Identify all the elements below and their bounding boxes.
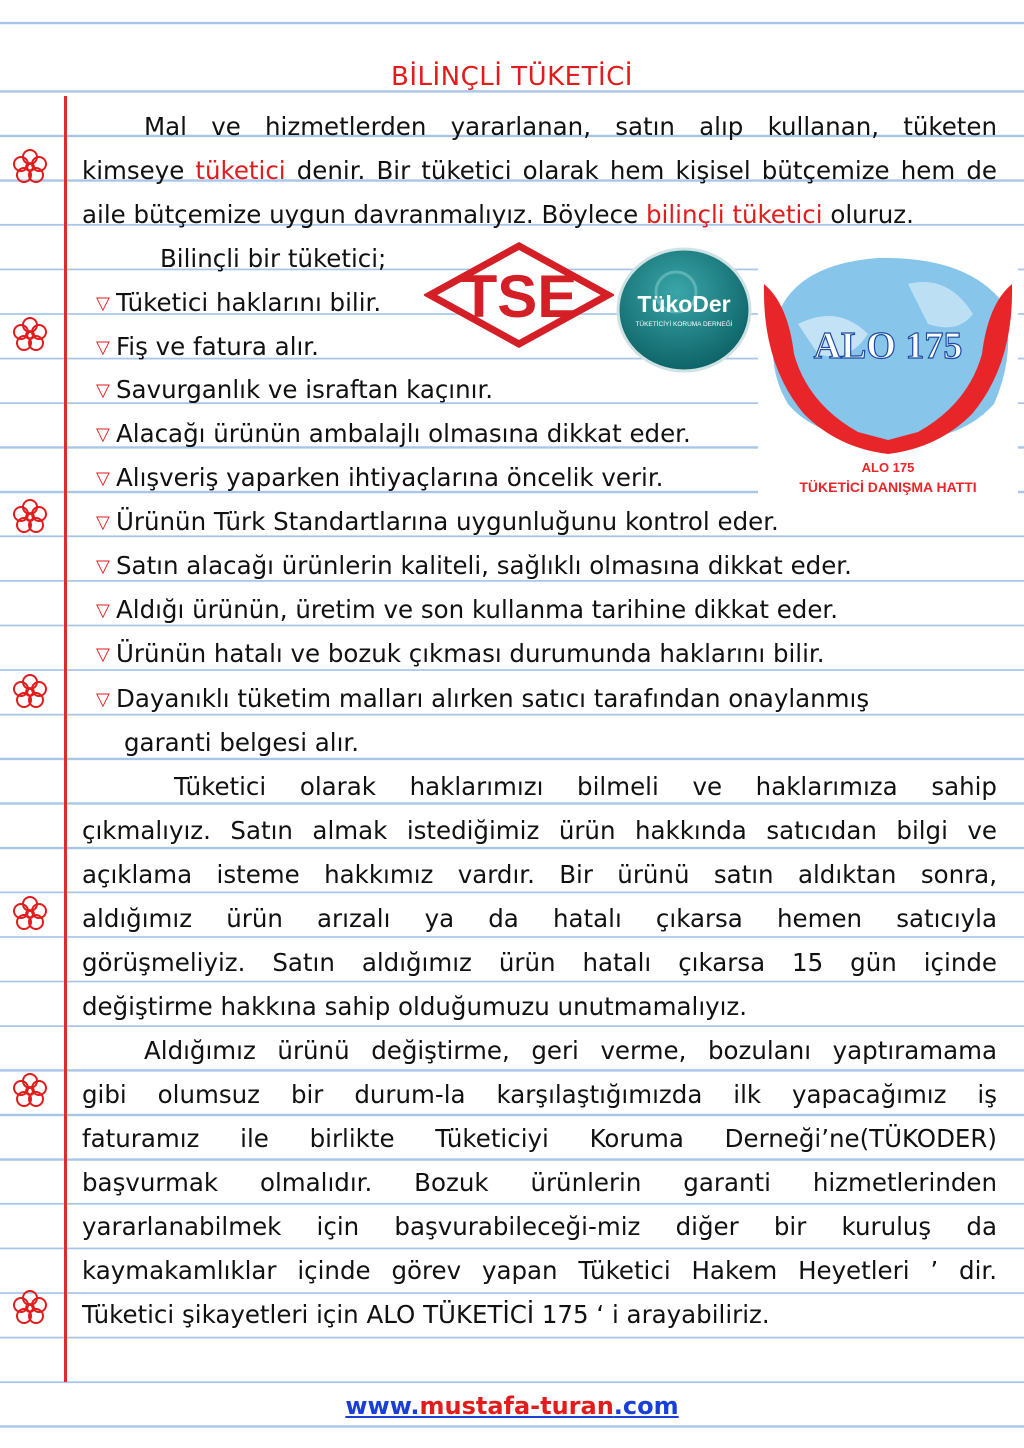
list-item: ▽ Dayanıklı tüketim malları alırken satıcı tarafından onaylanmış <box>96 683 869 716</box>
triangle-bullet-icon: ▽ <box>96 556 110 577</box>
list-item: ▽ Satın alacağı ürünlerin kaliteli, sağlıklı olmasına dikkat eder. <box>96 550 852 583</box>
list-item: ▽ Savurganlık ve israftan kaçınır. <box>96 374 493 407</box>
flower-icon <box>10 893 50 933</box>
triangle-bullet-icon: ▽ <box>96 380 110 401</box>
list-item: ▽ Aldığı ürünün, üretim ve son kullanma tarihine dikkat eder. <box>96 594 838 627</box>
para3-line-7: Tüketici şikayetleri için ALO TÜKETİCİ 175 ‘ i arayabiliriz. <box>82 1300 770 1329</box>
triangle-bullet-icon: ▽ <box>96 337 110 358</box>
triangle-bullet-icon: ▽ <box>96 468 110 489</box>
triangle-bullet-icon: ▽ <box>96 512 110 533</box>
triangle-bullet-icon: ▽ <box>96 689 110 710</box>
page-title: BİLİNÇLİ TÜKETİCİ <box>391 62 633 92</box>
flower-icon <box>10 1287 50 1327</box>
triangle-bullet-icon: ▽ <box>96 424 110 445</box>
svg-text:ALO 175: ALO 175 <box>861 460 915 475</box>
triangle-bullet-icon: ▽ <box>96 600 110 621</box>
list-heading: Bilinçli bir tüketici; <box>160 244 387 273</box>
list-item: ▽ Ürünün Türk Standartlarına uygunluğunu kontrol eder. <box>96 506 779 539</box>
margin-line <box>64 96 67 1382</box>
para3-line-4: başvurmak olmalıdır. Bozuk ürünlerin garanti hizmetlerinden <box>82 1168 997 1197</box>
triangle-bullet-icon: ▽ <box>96 293 110 314</box>
flower-icon <box>10 496 50 536</box>
website-link[interactable]: www.mustafa-turan.com <box>345 1392 679 1420</box>
para3-line-3: faturamız ile birlikte Tüketiciyi Koruma Derneği’ne(TÜKODER) <box>82 1124 997 1153</box>
intro-line-2: kimseye tüketici denir. Bir tüketici olarak hem kişisel bütçemize hem de <box>82 156 997 185</box>
list-item: ▽ Alışveriş yaparken ihtiyaçlarına öncelik verir. <box>96 462 663 495</box>
intro-line-3: aile bütçemize uygun davranmalıyız. Böylece bilinçli tüketici oluruz. <box>82 200 914 229</box>
para2-line-3: açıklama isteme hakkımız vardır. Bir ürünü satın aldıktan sonra, <box>82 860 997 889</box>
list-item: ▽ Alacağı ürünün ambalajlı olmasına dikkat eder. <box>96 418 691 451</box>
flower-icon <box>10 146 50 186</box>
intro-line-1: Mal ve hizmetlerden yararlanan, satın alıp kullanan, tüketen <box>144 112 997 141</box>
tukoder-logo <box>614 246 754 374</box>
svg-text:ALO 175: ALO 175 <box>813 325 963 367</box>
para2-line-4: aldığımız ürün arızalı ya da hatalı çıkarsa hemen satıcıyla <box>82 904 997 933</box>
svg-text:TükoDer: TükoDer <box>637 291 731 317</box>
list-item: ▽ Fiş ve fatura alır. <box>96 331 319 364</box>
alo-175-logo <box>758 244 1018 500</box>
para3-line-1: Aldığımız ürünü değiştirme, geri verme, bozulanı yaptıramama <box>144 1036 997 1065</box>
svg-text:TSE: TSE <box>460 263 578 330</box>
para2-line-5: görüşmeliyiz. Satın aldığımız ürün hatalı çıkarsa 15 gün içinde <box>82 948 997 977</box>
list-item: ▽ Ürünün hatalı ve bozuk çıkması durumunda haklarını bilir. <box>96 638 825 671</box>
svg-text:TÜKETİCİYİ KORUMA DERNEĞİ: TÜKETİCİYİ KORUMA DERNEĞİ <box>635 321 733 328</box>
para3-line-5: yararlanabilmek için başvurabileceği-miz diğer bir kuruluş da <box>82 1212 997 1241</box>
para3-line-2: gibi olumsuz bir durum-la karşılaştığımızda ilk yapacağımız iş <box>82 1080 997 1109</box>
flower-icon <box>10 1070 50 1110</box>
para3-line-6: kaymakamlıklar içinde görev yapan Tüketici Hakem Heyetleri ’ dir. <box>82 1256 997 1285</box>
tse-logo <box>424 240 614 350</box>
para2-line-2: çıkmalıyız. Satın almak istediğimiz ürün hakkında satıcıdan bilgi ve <box>82 816 997 845</box>
list-item: ▽ Tüketici haklarını bilir. <box>96 287 381 320</box>
list-item-continuation: garanti belgesi alır. <box>124 728 360 757</box>
para2-line-1: Tüketici olarak haklarımızı bilmeli ve haklarımıza sahip <box>174 772 997 801</box>
flower-icon <box>10 314 50 354</box>
triangle-bullet-icon: ▽ <box>96 644 110 665</box>
svg-text:TÜKETİCİ DANIŞMA HATTI: TÜKETİCİ DANIŞMA HATTI <box>799 479 977 495</box>
flower-icon <box>10 671 50 711</box>
para2-line-6: değiştirme hakkına sahip olduğumuzu unutmamalıyız. <box>82 992 748 1021</box>
